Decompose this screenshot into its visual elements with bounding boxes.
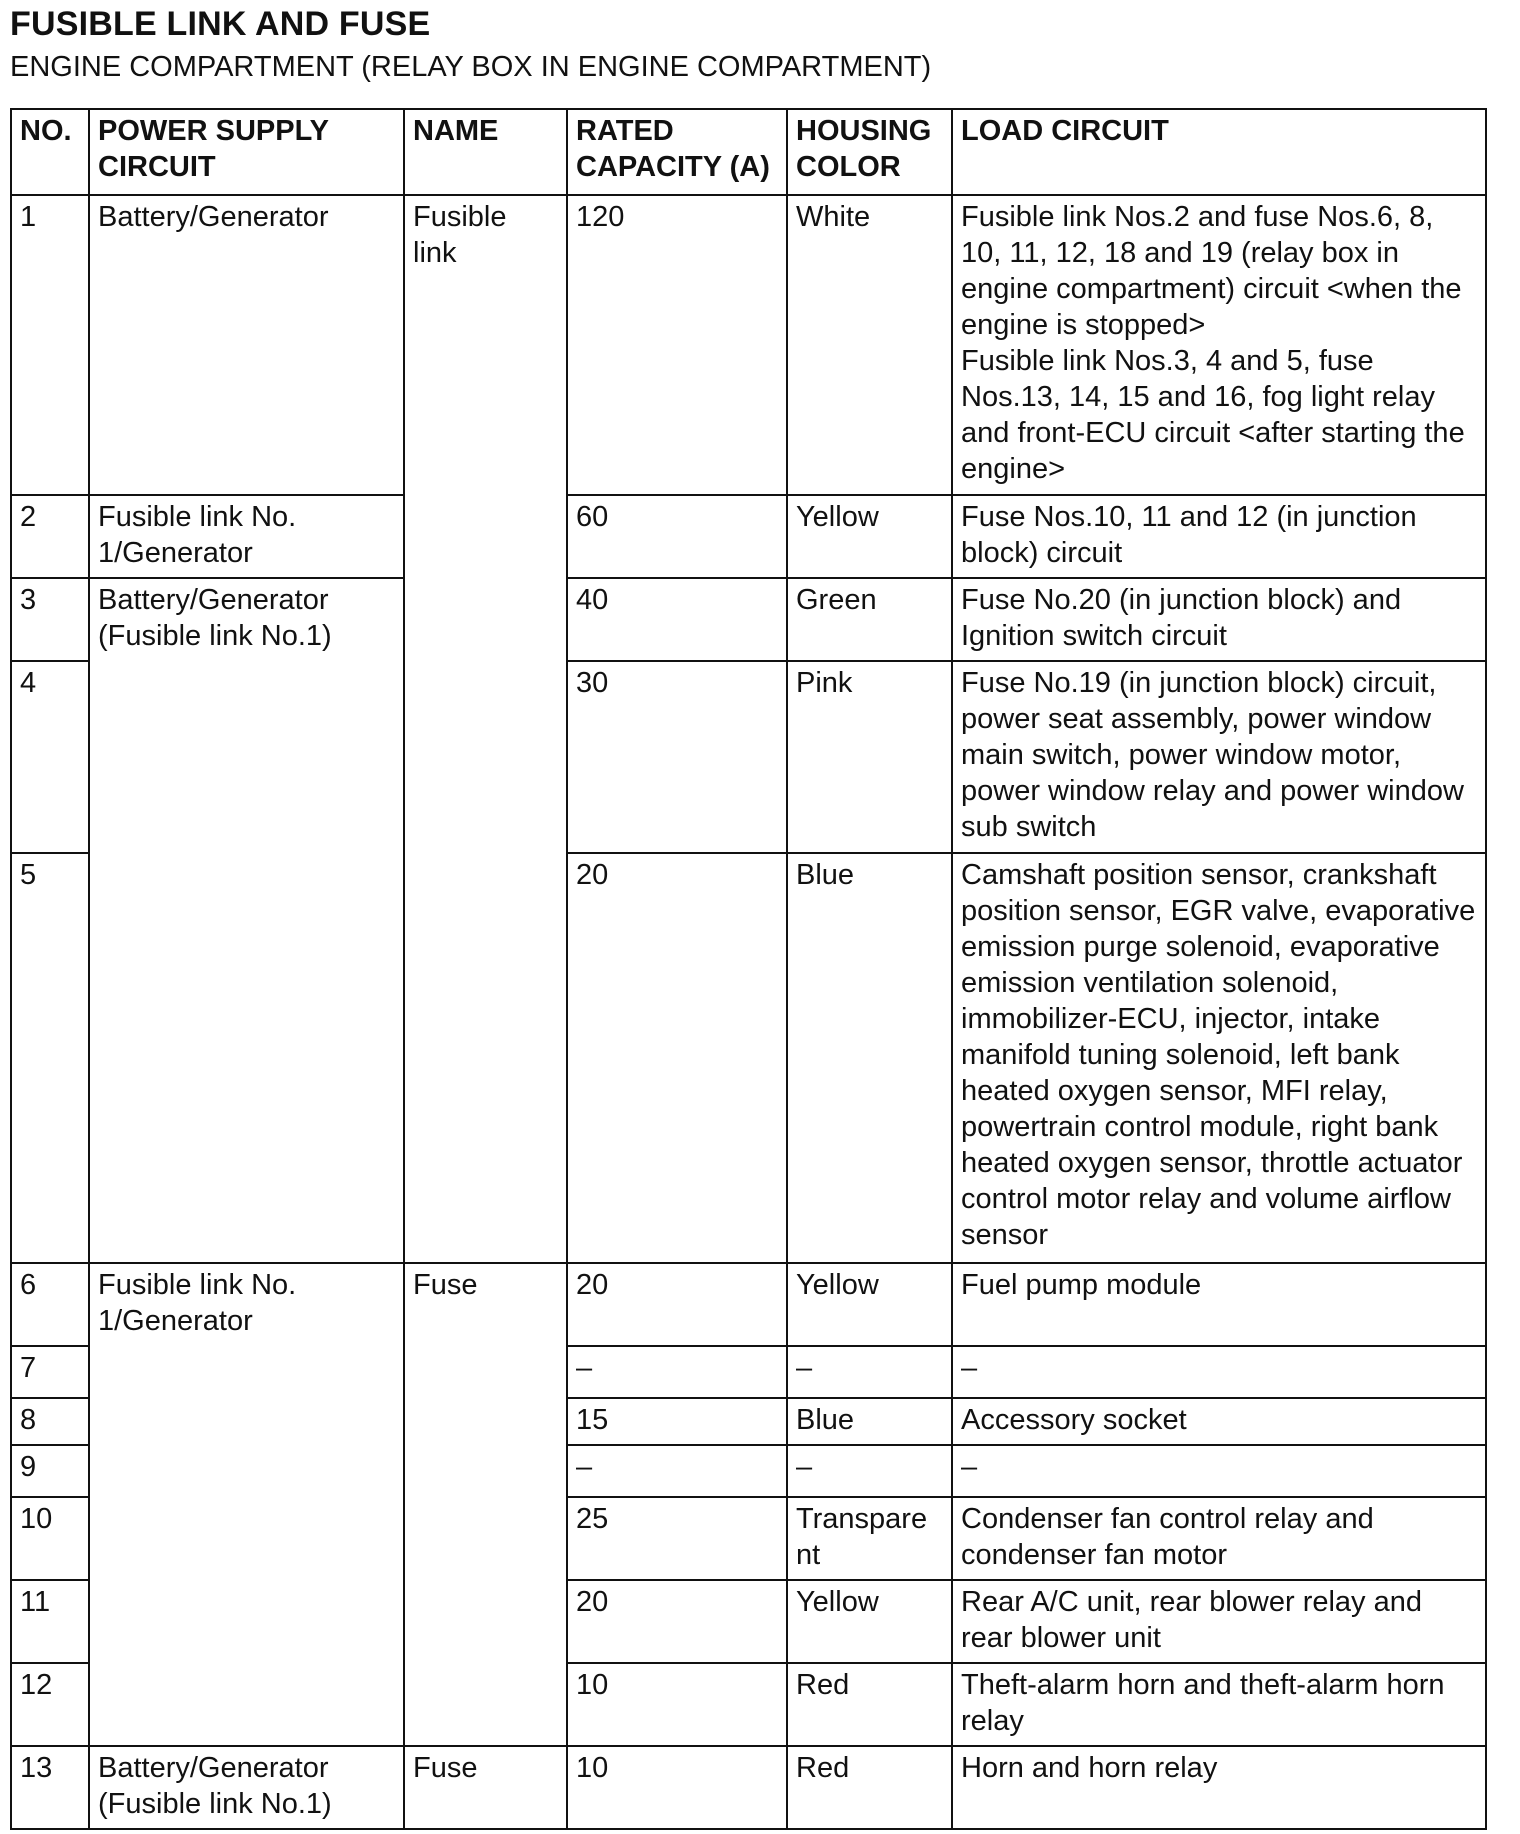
cell-rated-capacity: 60 [567, 495, 787, 578]
header-no: NO. [11, 109, 89, 195]
cell-rated-capacity: 15 [567, 1398, 787, 1445]
cell-no: 8 [11, 1398, 89, 1445]
cell-no: 7 [11, 1346, 89, 1398]
cell-name: Fuse [404, 1746, 567, 1829]
cell-housing-color: Yellow [787, 1263, 952, 1346]
cell-housing-color: Red [787, 1663, 952, 1746]
document-page [10, 4, 1485, 1820]
cell-load-circuit [952, 195, 1486, 495]
cell-rated-capacity: 30 [567, 661, 787, 853]
cell-rated-capacity: 20 [567, 1263, 787, 1346]
cell-power-supply: Fusible link No. 1/Generator [89, 1263, 404, 1746]
cell-no: 13 [11, 1746, 89, 1829]
cell-load-circuit: Accessory socket [952, 1398, 1486, 1445]
cell-load-circuit: Horn and horn relay [952, 1746, 1486, 1829]
cell-load-circuit: Fuse Nos.10, 11 and 12 (in junction block) circuit [952, 495, 1486, 578]
cell-housing-color: Pink [787, 661, 952, 853]
cell-housing-color: – [787, 1445, 952, 1497]
cell-housing-color: White [787, 195, 952, 495]
table-row [11, 1263, 1486, 1346]
cell-housing-color: Red [787, 1746, 952, 1829]
cell-load-circuit: Theft-alarm horn and theft-alarm horn relay [952, 1663, 1486, 1746]
cell-no: 10 [11, 1497, 89, 1580]
header-load-circuit: LOAD CIRCUIT [952, 109, 1486, 195]
cell-no: 1 [11, 195, 89, 495]
cell-no: 6 [11, 1263, 89, 1346]
cell-load-circuit: Fuse No.20 (in junction block) and Ignition switch circuit [952, 578, 1486, 661]
cell-rated-capacity: – [567, 1445, 787, 1497]
load-line: Fusible link Nos.3, 4 and 5, fuse Nos.13, 14, 15 and 16, fog light relay and front-ECU circuit <after starting the engine> [961, 345, 1465, 485]
cell-load-circuit: Rear A/C unit, rear blower relay and rear blower unit [952, 1580, 1486, 1663]
cell-name: Fuse [404, 1263, 567, 1746]
cell-power-supply: Battery/Generator (Fusible link No.1) [89, 578, 404, 1263]
header-name: NAME [404, 109, 567, 195]
cell-no: 4 [11, 661, 89, 853]
cell-power-supply: Battery/Generator [89, 195, 404, 495]
cell-load-circuit: – [952, 1346, 1486, 1398]
cell-load-circuit: Fuel pump module [952, 1263, 1486, 1346]
cell-housing-color: Blue [787, 1398, 952, 1445]
load-line: Fusible link Nos.2 and fuse Nos.6, 8, 10, 11, 12, 18 and 19 (relay box in engine compartment) circuit <when the engine is stopped> [961, 201, 1462, 341]
fuse-table [10, 108, 1487, 1830]
cell-housing-color: Yellow [787, 495, 952, 578]
cell-load-circuit: – [952, 1445, 1486, 1497]
cell-no: 12 [11, 1663, 89, 1746]
cell-power-supply: Fusible link No. 1/Generator [89, 495, 404, 578]
table-header-row [11, 109, 1486, 195]
cell-load-circuit: Condenser fan control relay and condenser fan motor [952, 1497, 1486, 1580]
cell-housing-color: Blue [787, 853, 952, 1263]
cell-load-circuit: Camshaft position sensor, crankshaft position sensor, EGR valve, evaporative emission purge solenoid, evaporative emission ventilation solenoid, immobilizer-ECU, injector, intake manifold tuning solenoid, left bank heated oxygen sensor, MFI relay, powertrain control module, right bank heated oxygen sensor, throttle actuator control motor relay and volume airflow sensor [952, 853, 1486, 1263]
table-row [11, 1746, 1486, 1829]
cell-housing-color: Yellow [787, 1580, 952, 1663]
cell-rated-capacity: – [567, 1346, 787, 1398]
header-rated-capacity: RATED CAPACITY (A) [567, 109, 787, 195]
table-row [11, 578, 1486, 661]
cell-load-circuit: Fuse No.19 (in junction block) circuit, power seat assembly, power window main switch, power window motor, power window relay and power window sub switch [952, 661, 1486, 853]
cell-no: 2 [11, 495, 89, 578]
cell-rated-capacity: 120 [567, 195, 787, 495]
table-row [11, 195, 1486, 495]
cell-rated-capacity: 20 [567, 853, 787, 1263]
page-subtitle: ENGINE COMPARTMENT (RELAY BOX IN ENGINE COMPARTMENT) [10, 51, 932, 83]
header-housing-color: HOUSING COLOR [787, 109, 952, 195]
table-row [11, 495, 1486, 578]
cell-no: 11 [11, 1580, 89, 1663]
cell-rated-capacity: 20 [567, 1580, 787, 1663]
header-power-supply-circuit: POWER SUPPLY CIRCUIT [89, 109, 404, 195]
cell-no: 3 [11, 578, 89, 661]
cell-name: Fusible link [404, 195, 567, 1263]
cell-housing-color: – [787, 1346, 952, 1398]
cell-rated-capacity: 40 [567, 578, 787, 661]
page-title: FUSIBLE LINK AND FUSE [10, 5, 431, 43]
cell-housing-color: Green [787, 578, 952, 661]
cell-rated-capacity: 10 [567, 1746, 787, 1829]
cell-rated-capacity: 10 [567, 1663, 787, 1746]
cell-no: 9 [11, 1445, 89, 1497]
cell-no: 5 [11, 853, 89, 1263]
cell-housing-color: Transparent [787, 1497, 952, 1580]
cell-rated-capacity: 25 [567, 1497, 787, 1580]
cell-power-supply: Battery/Generator (Fusible link No.1) [89, 1746, 404, 1829]
